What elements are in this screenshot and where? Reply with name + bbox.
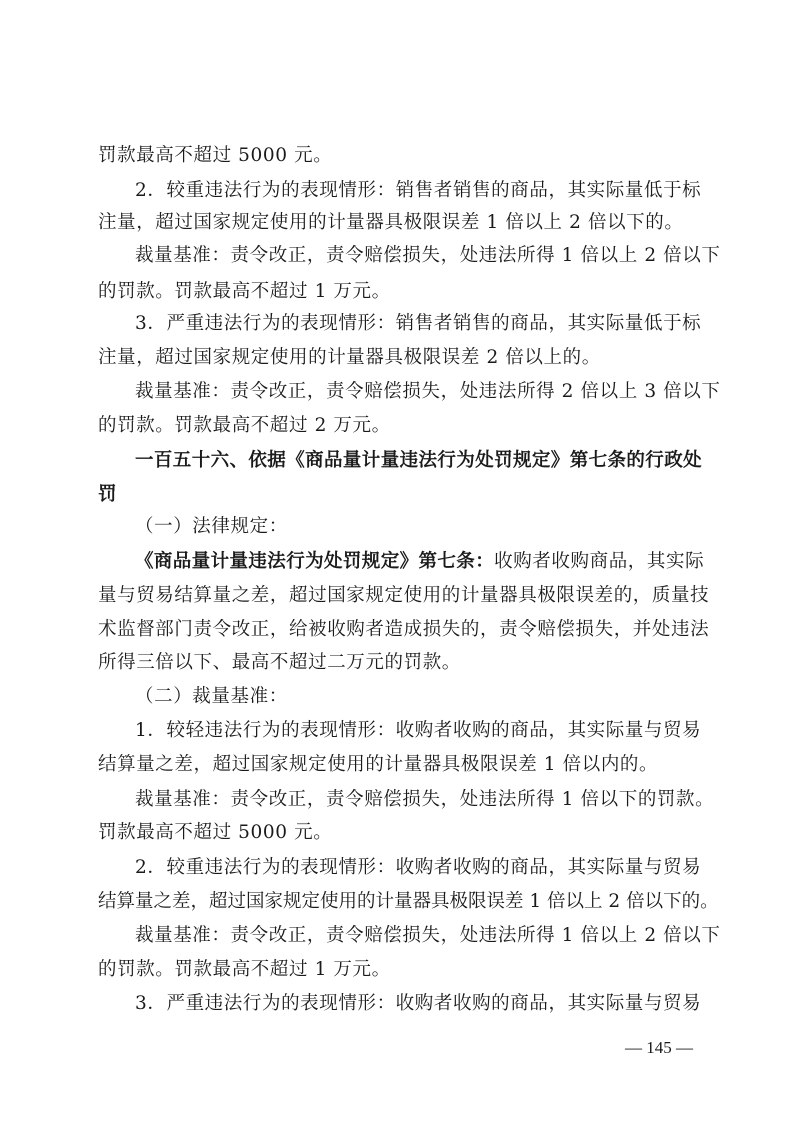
text-line: 2．较重违法行为的表现情形：销售者销售的商品，其实际量低于标 [135,180,702,201]
text-line: 裁量基准：责令改正，责令赔偿损失，处违法所得 1 倍以上 2 倍以下 [135,925,721,946]
provision-text: 收购者收购商品，其实际 [494,551,705,572]
section-heading-continued: 罚 [98,484,117,505]
text-line: 的罚款。罚款最高不超过 1 万元。 [98,281,391,302]
text-line: 罚款最高不超过 5000 元。 [98,145,333,166]
text-line: 裁量基准：责令改正，责令赔偿损失，处违法所得 1 倍以下的罚款。 [135,789,715,810]
text-line: 注量，超过国家规定使用的计量器具极限误差 2 倍以上的。 [98,347,601,368]
provision-citation: 《商品量计量违法行为处罚规定》第七条： [135,551,495,572]
section-heading: 一百五十六、依据《商品量计量违法行为处罚规定》第七条的行政处 [135,450,703,471]
text-line: 的罚款。罚款最高不超过 1 万元。 [98,959,391,980]
subsection-heading: （一）法律规定： [135,516,288,537]
text-line: 1．较轻违法行为的表现情形：收购者收购的商品，其实际量与贸易 [135,720,702,741]
text-line: 注量，超过国家规定使用的计量器具极限误差 1 倍以上 2 倍以下的。 [98,212,684,233]
text-line: 3．严重违法行为的表现情形：收购者收购的商品，其实际量与贸易 [135,993,702,1014]
subsection-heading: （二）裁量基准： [135,686,288,707]
page-number: — 145 — [625,1038,693,1057]
legal-provision-line [135,551,704,573]
text-line: 量与贸易结算量之差，超过国家规定使用的计量器具极限误差的，质量技 [98,585,710,606]
text-line: 结算量之差，超过国家规定使用的计量器具极限误差 1 倍以上 2 倍以下的。 [98,891,719,912]
text-line: 裁量基准：责令改正，责令赔偿损失，处违法所得 1 倍以上 2 倍以下 [135,245,721,266]
text-line: 裁量基准：责令改正，责令赔偿损失，处违法所得 2 倍以上 3 倍以下 [135,381,721,402]
text-line: 结算量之差，超过国家规定使用的计量器具极限误差 1 倍以内的。 [98,754,659,775]
text-line: 术监督部门责令改正，给被收购者造成损失的，责令赔偿损失，并处违法 [98,619,710,640]
text-line: 3．严重违法行为的表现情形：销售者销售的商品，其实际量低于标 [135,313,702,334]
text-line: 2．较重违法行为的表现情形：收购者收购的商品，其实际量与贸易 [135,857,702,878]
text-line: 的罚款。罚款最高不超过 2 万元。 [98,415,391,436]
text-line: 罚款最高不超过 5000 元。 [98,822,333,843]
text-line: 所得三倍以下、最高不超过二万元的罚款。 [98,652,461,673]
